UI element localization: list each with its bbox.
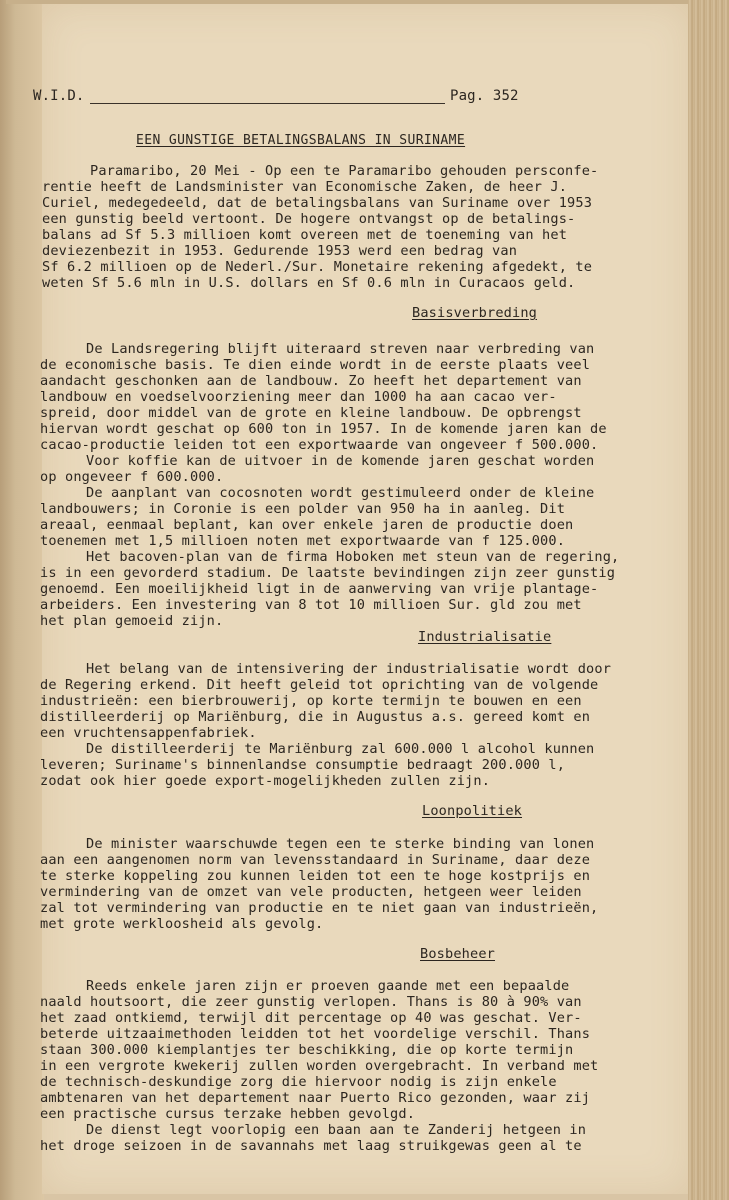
intro-line: Curiel, medegedeeld, dat de betalingsbalans van Suriname over 1953 [42,195,593,211]
paragraph-line: Het belang van de intensivering der industrialisatie wordt door [86,661,612,677]
paragraph-line: spreid, door middel van de grote en kleine landbouw. De opbrengst [40,405,582,421]
paragraph-line: naald houtsoort, die zeer gunstig verlopen. Thans is 80 à 90% van [40,994,582,1010]
paragraph-line: beterde uitzaaimethoden leidden tot het voordelige verschil. Thans [40,1026,591,1042]
intro-line: Sf 6.2 millioen op de Nederl./Sur. Monetaire rekening afgedekt, te [42,259,593,275]
paragraph-line: het droge seizoen in de savannahs met laag struikgewas geen al te [40,1138,582,1154]
paragraph-line: ambtenaren van het departement naar Puerto Rico gezonden, waar zij [40,1090,591,1106]
stacked-page-edges [688,0,729,1200]
paragraph-line: Het bacoven-plan van de firma Hoboken met steun van de regering, [86,549,620,565]
paragraph-line: De Landsregering blijft uiteraard streven naar verbreding van [86,341,595,357]
paragraph-line: Reeds enkele jaren zijn er proeven gaande met een bepaalde [86,978,570,994]
paragraph-line: De minister waarschuwde tegen een te sterke binding van lonen [86,836,595,852]
left-page-edge [0,0,44,1200]
paragraph-line: genoemd. Een moeilijkheid ligt in de aanwerving van vrije plantage- [40,581,599,597]
paragraph-line: de Regering erkend. Dit heeft geleid tot oprichting van de volgende [40,677,599,693]
intro-line: rentie heeft de Landsminister van Economische Zaken, de heer J. [42,179,568,195]
intro-line: Paramaribo, 20 Mei - Op een te Paramaribo gehouden persconfe- [90,163,599,179]
section-heading-basisverbreding: Basisverbreding [412,305,538,321]
paragraph-line: zodat ook hier goede export-mogelijkheden zullen zijn. [40,773,491,789]
paragraph-line: De aanplant van cocosnoten wordt gestimuleerd onder de kleine [86,485,595,501]
intro-line: weten Sf 5.6 mln in U.S. dollars en Sf 0.6 mln in Curacaos geld. [42,275,576,291]
page-number: Pag. 352 [450,88,519,104]
paragraph-line: industrieën: een bierbrouwerij, op korte termijn te bouwen en een [40,693,582,709]
paragraph-line: een practische cursus terzake hebben gevolgd. [40,1106,416,1122]
intro-line: een gunstig beeld vertoont. De hogere ontvangst op de betalings- [42,211,576,227]
intro-line: balans ad Sf 5.3 millioen komt overeen met de toeneming van het [42,227,568,243]
paragraph-line: arbeiders. Een investering van 8 tot 10 millioen Sur. gld zou met [40,597,582,613]
paragraph-line: zal tot vermindering van productie en te niet gaan van industrieën, [40,900,599,916]
paragraph-line: distilleerderij op Mariënburg, die in Augustus a.s. gereed komt en [40,709,591,725]
paragraph-line: de economische basis. Te dien einde wordt in de eerste plaats veel [40,357,591,373]
section-heading-bosbeheer: Bosbeheer [420,946,496,962]
paragraph-line: in een vergrote kwekerij zullen worden overgebracht. In verband met [40,1058,599,1074]
paragraph-line: aandacht geschonken aan de landbouw. Zo heeft het departement van [40,373,582,389]
article-title: EEN GUNSTIGE BETALINGSBALANS IN SURINAME [136,133,466,148]
section-heading-loonpolitiek: Loonpolitiek [422,803,523,819]
paragraph-line: De dienst legt voorlopig een baan aan te Zanderij hetgeen in [86,1122,587,1138]
paragraph-line: landbouwers; in Coronie is een polder van 950 ha in aanleg. Dit [40,501,566,517]
paragraph-line: het plan gemoeid zijn. [40,613,224,629]
paragraph-line: landbouw en voedselvoorziening meer dan 1000 ha aan cacao ver- [40,389,557,405]
paragraph-line: een vruchtensappenfabriek. [40,725,257,741]
paragraph-line: het zaad ontkiemd, terwijl dit percentage op 40 was geschat. Ver- [40,1010,582,1026]
paragraph-line: hiervan wordt geschat op 600 ton in 1957. In de komende jaren kan de [40,421,607,437]
paragraph-line: is in een gevorderd stadium. De laatste bevindingen zijn zeer gunstig [40,565,616,581]
header-line [90,103,445,104]
paragraph-line: De distilleerderij te Mariënburg zal 600.000 l alcohol kunnen [86,741,595,757]
paragraph-line: Voor koffie kan de uitvoer in de komende jaren geschat worden [86,453,595,469]
paragraph-line: areaal, eenmaal beplant, kan over enkele jaren de productie doen [40,517,574,533]
paragraph-line: cacao-productie leiden tot een exportwaarde van ongeveer f 500.000. [40,437,599,453]
paragraph-line: de technisch-deskundige zorg die hiervoor nodig is zijn enkele [40,1074,557,1090]
section-heading-industrialisatie: Industrialisatie [418,629,552,645]
paragraph-line: te sterke koppeling zou kunnen leiden tot een te hoge kostprijs en [40,868,591,884]
paragraph-line: vermindering van de omzet van vele producten, hetgeen weer leiden [40,884,582,900]
intro-line: deviezenbezit in 1953. Gedurende 1953 werd een bedrag van [42,243,518,259]
header-left: W.I.D. [33,88,85,104]
paragraph-line: met grote werkloosheid als gevolg. [40,916,324,932]
paragraph-line: toenemen met 1,5 millioen noten met exportwaarde van f 125.000. [40,533,566,549]
paragraph-line: aan een aangenomen norm van levensstandaard in Suriname, daar deze [40,852,591,868]
paragraph-line: leveren; Suriname's binnenlandse consumptie bedraagt 200.000 l, [40,757,566,773]
paragraph-line: op ongeveer f 600.000. [40,469,224,485]
paragraph-line: staan 300.000 kiemplantjes ter beschikking, die op korte termijn [40,1042,574,1058]
